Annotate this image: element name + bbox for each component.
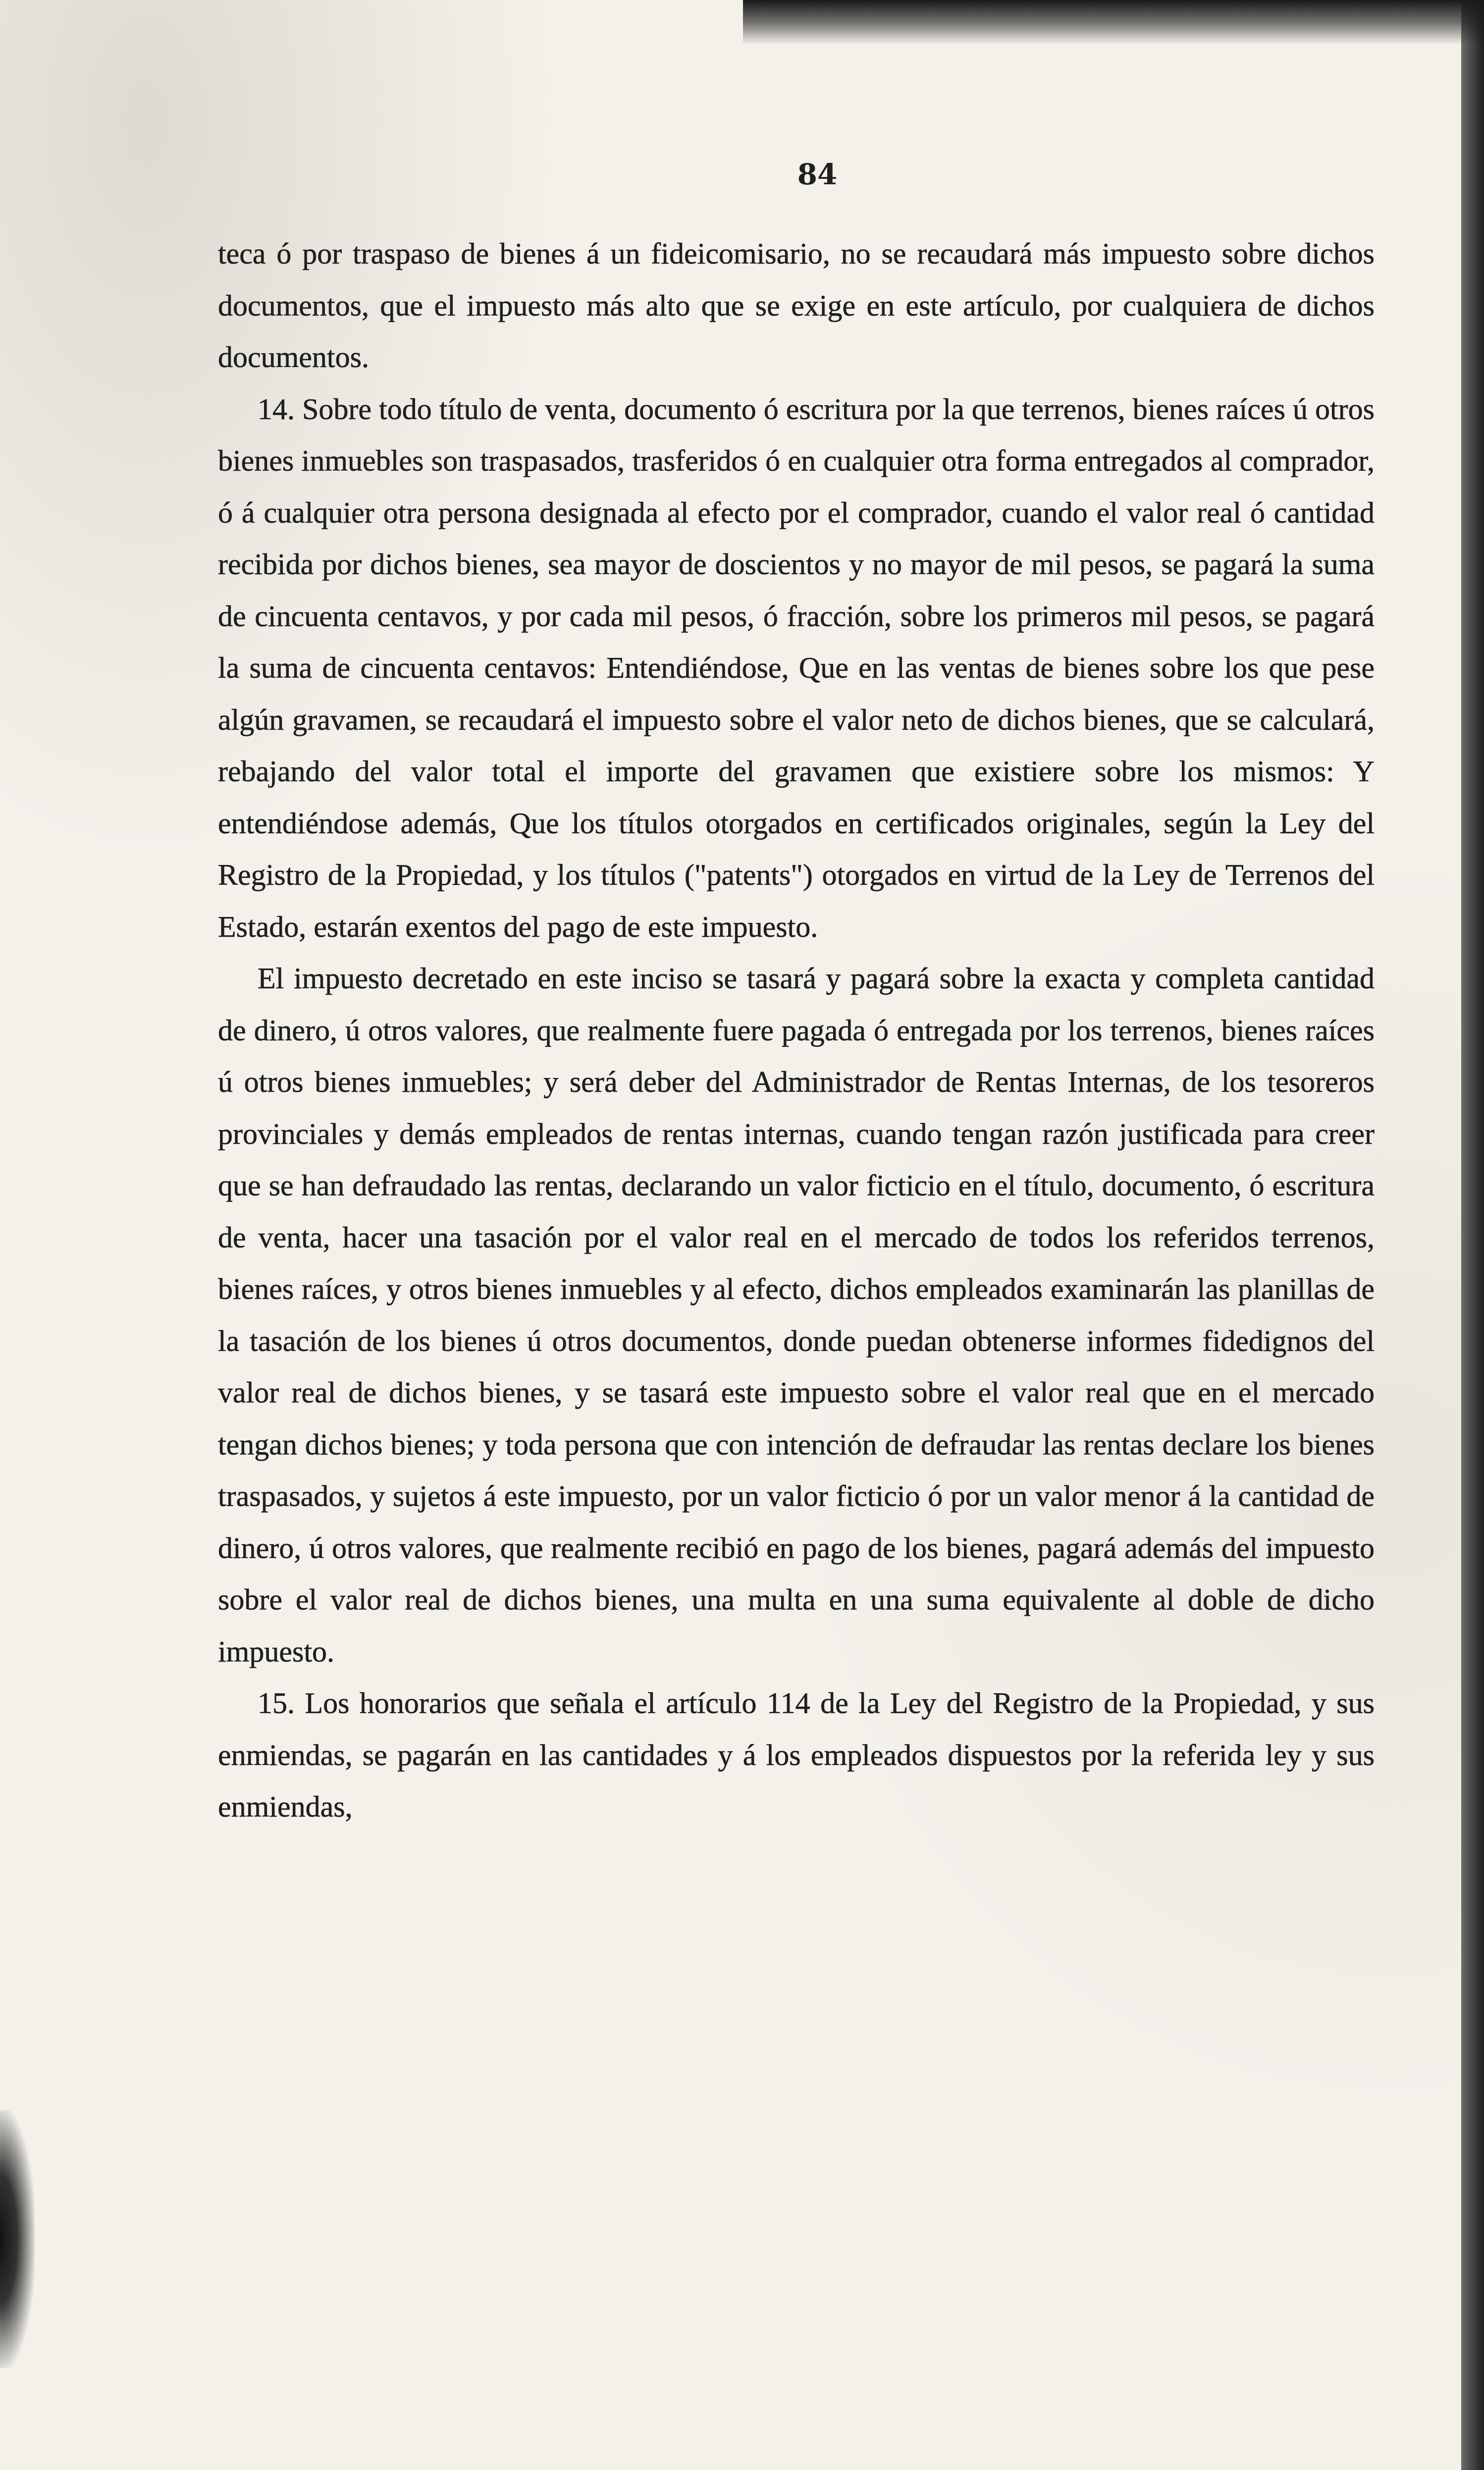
scan-left-blot xyxy=(0,2110,35,2368)
paragraph-tax-assessment: El impuesto decretado en este inciso se tasará y pagará sobre la exacta y completa cantidad de dinero, ú otros valores, que realmente fuere pagada ó entregada por los terrenos, bienes raíces ú otros bienes inmuebles; y será deber del Administrador de Rentas Internas, de los tesoreros provinciales y demás empleados de rentas internas, cuando tengan razón justificada para creer que se han defraudado las rentas, declarando un valor ficticio en el título, documento, ó escritura de venta, hacer una tasación por el valor real en el mercado de todos los referidos terrenos, bienes raíces, y otros bienes inmuebles y al efecto, dichos empleados examinarán las planillas de la tasación de los bienes ú otros documentos, donde puedan obtenerse informes fidedignos del valor real de dichos bienes, y se tasará este impuesto sobre el valor real que en el mercado tengan dichos bienes; y toda persona que con intención de defraudar las rentas declare los bienes traspasados, y sujetos á este impuesto, por un valor ficticio ó por un valor menor á la cantidad de dinero, ú otros valores, que realmente recibió en pago de los bienes, pagará además del impuesto sobre el valor real de dichos bienes, una multa en una suma equivalente al doble de dicho impuesto. xyxy=(218,962,1375,1668)
body-text xyxy=(218,228,1375,1833)
page-number: 84 xyxy=(797,158,838,191)
paragraph-continuation: teca ó por traspaso de bienes á un fideicomisario, no se recaudará más impuesto sobre dichos documentos, que el impuesto más alto que se exige en este artículo, por cualquiera de dichos documentos. xyxy=(218,237,1375,374)
scan-top-shadow xyxy=(743,0,1484,45)
scan-right-edge xyxy=(1461,0,1484,2470)
paragraph-article-15: 15. Los honorarios que señala el artículo 114 de la Ley del Registro de la Propiedad, y sus enmiendas, se pagarán en las cantidades y á los empleados dispuestos por la referida ley y sus enmiendas, xyxy=(218,1687,1375,1823)
paragraph-article-14: 14. Sobre todo título de venta, documento ó escritura por la que terrenos, bienes raíces ú otros bienes inmuebles son traspasados, trasferidos ó en cualquier otra forma entregados al comprador, ó á cualquier otra persona designada al efecto por el comprador, cuando el valor real ó cantidad recibida por dichos bienes, sea mayor de doscientos y no mayor de mil pesos, se pagará la suma de cincuenta centavos, y por cada mil pesos, ó fracción, sobre los primeros mil pesos, se pagará la suma de cincuenta centavos: Entendiéndose, Que en las ventas de bienes sobre los que pese algún gravamen, se recaudará el impuesto sobre el valor neto de dichos bienes, que se calculará, rebajando del valor total el importe del gravamen que existiere sobre los mismos: Y entendiéndose además, Que los títulos otorgados en certificados originales, según la Ley del Registro de la Propiedad, y los títulos ("patents") otorgados en virtud de la Ley de Terrenos del Estado, estarán exentos del pago de este impuesto. xyxy=(218,392,1375,943)
